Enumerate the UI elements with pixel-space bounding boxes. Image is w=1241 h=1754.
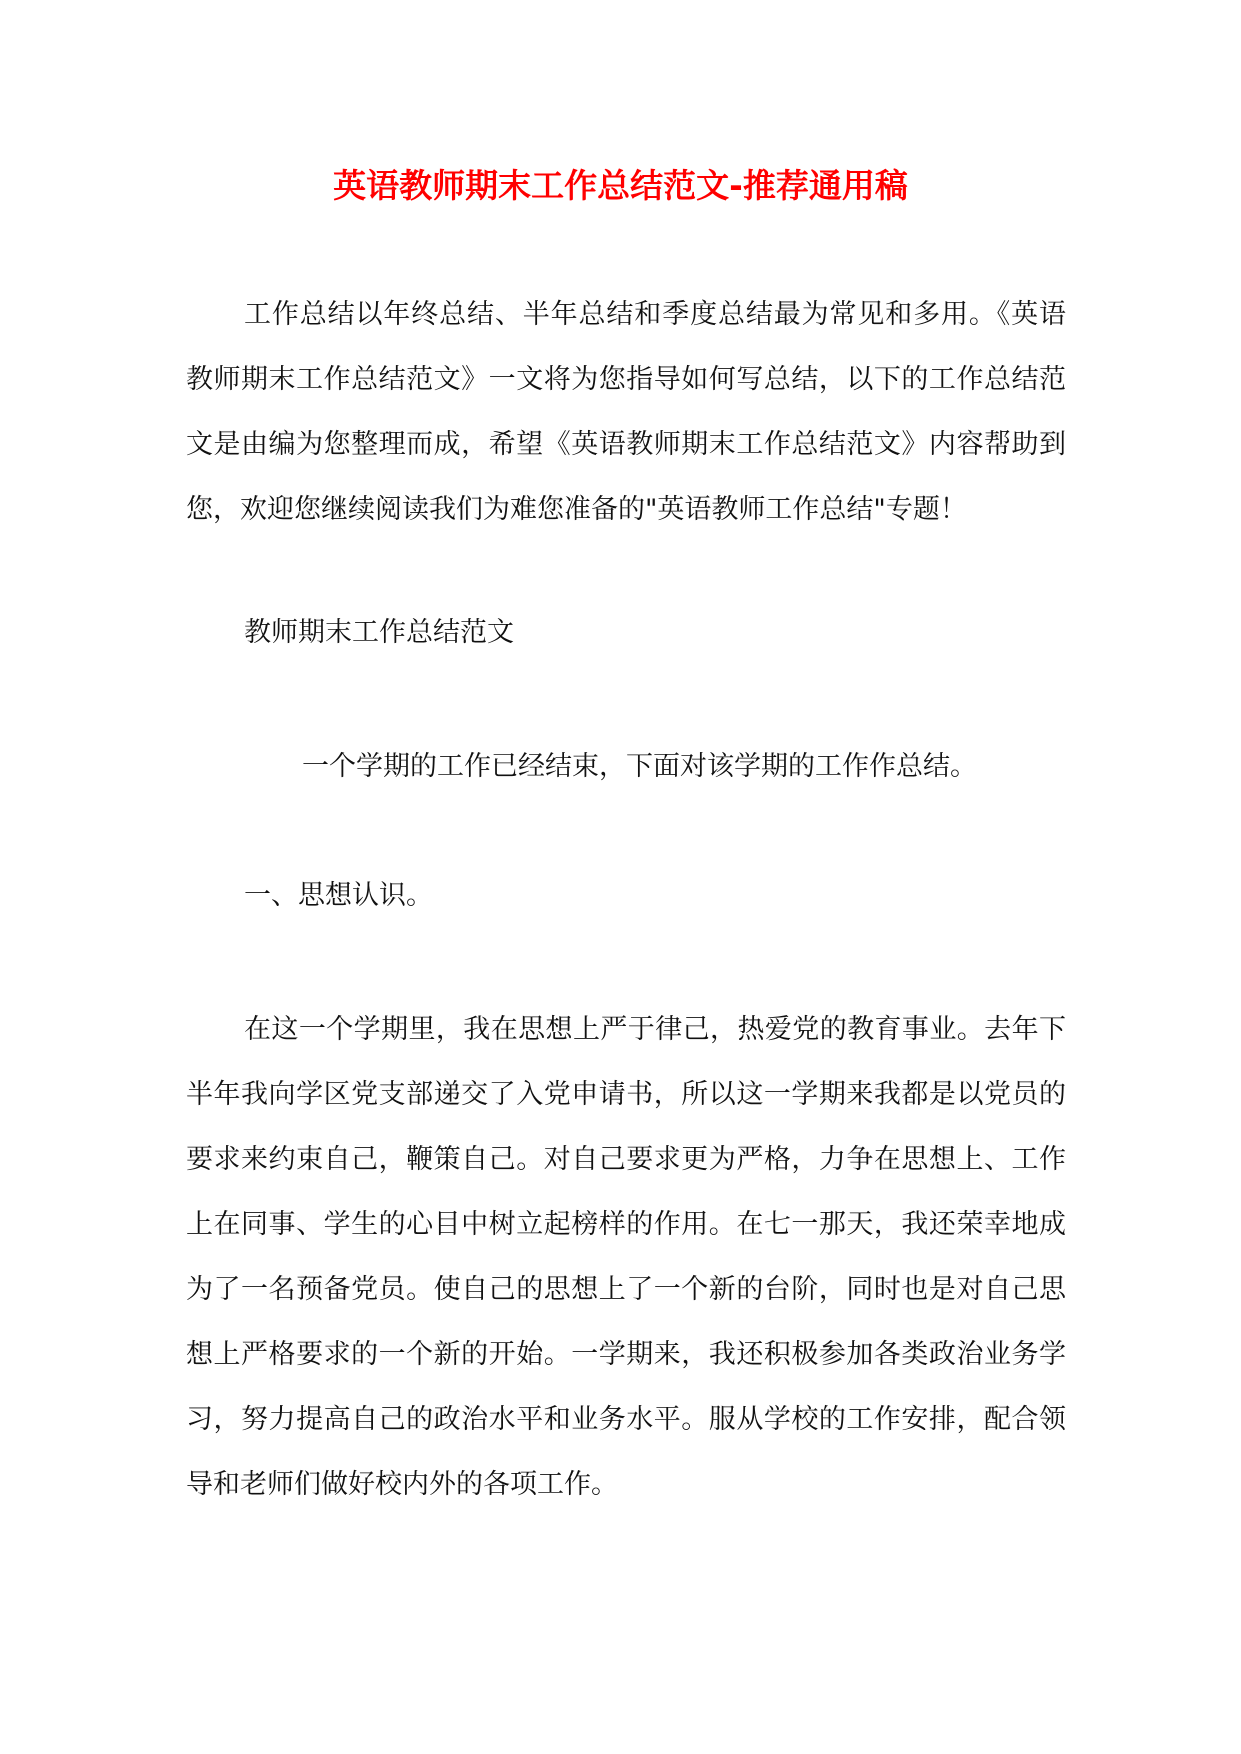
subtitle: 教师期末工作总结范文 bbox=[244, 617, 514, 648]
section-heading: 一、思想认识。 bbox=[244, 880, 433, 911]
opening-paragraph: 一个学期的工作已经结束，下面对该学期的工作作总结。 bbox=[302, 751, 977, 782]
section-body-paragraph: 在这一个学期里，我在思想上严于律己，热爱党的教育事业。去年下半年我向学区党支部递交了入党申请书，所以这一学期来我都是以党员的要求来约束自己，鞭策自己。对自己要求更为严格，力争在思想上、工作上在同事、学生的心目中树立起榜样的作用。在七一那天，我还荣幸地成为了一名预备党员。使自己的思想上了一个新的台阶，同时也是对自己思想上严格要求的一个新的开始。一学期来，我还积极参加各类政治业务学习，努力提高自己的政治水平和业务水平。服从学校的工作安排，配合领导和老师们做好校内外的各项工作。 bbox=[186, 1014, 1066, 1500]
document-title: 英语教师期末工作总结范文-推荐通用稿 bbox=[333, 166, 908, 205]
intro-paragraph: 工作总结以年终总结、半年总结和季度总结最为常见和多用。《英语教师期末工作总结范文》一文将为您指导如何写总结，以下的工作总结范文是由编为您整理而成，希望《英语教师期末工作总结范文》内容帮助到您，欢迎您继续阅读我们为难您准备的"英语教师工作总结"专题！ bbox=[186, 299, 1066, 525]
